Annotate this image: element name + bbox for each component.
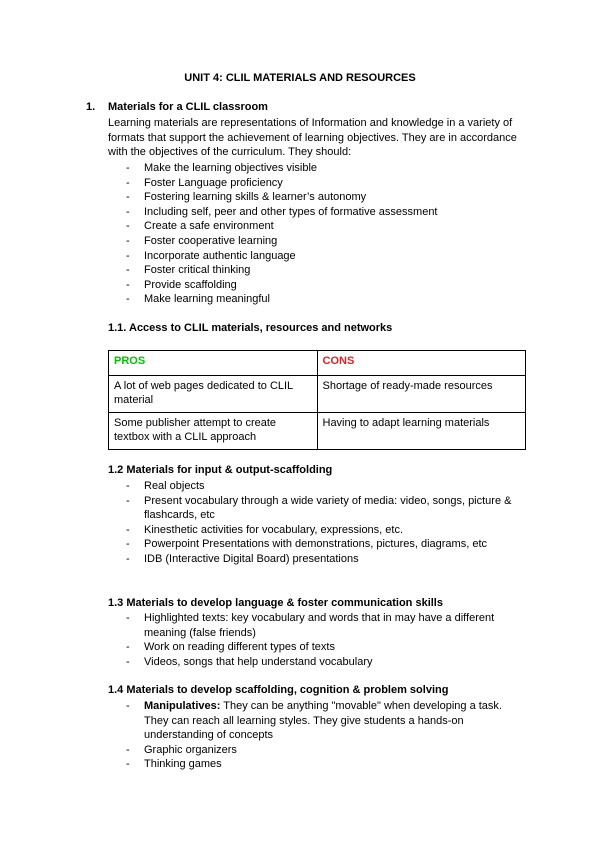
list-item: - Real objects	[126, 480, 205, 492]
table-row	[109, 376, 526, 413]
section-1-list	[108, 161, 528, 307]
list-item: - Powerpoint Presentations with demonstrations, pictures, diagrams, etc	[126, 538, 487, 551]
list-item: - Work on reading different types of texts	[126, 641, 335, 654]
list-item: - Make learning meaningful	[126, 293, 270, 306]
table-cell: Shortage of ready-made resources	[317, 376, 526, 413]
dash-bullet: -	[126, 480, 130, 492]
dash-bullet: -	[126, 205, 130, 218]
dash-bullet: -	[126, 162, 130, 174]
list-item: - Fostering learning skills & learner’s autonomy	[126, 191, 367, 204]
list-item: - Including self, peer and other types of formative assessment	[126, 205, 438, 218]
list-item: - Incorporate authentic language	[126, 249, 296, 262]
dash-bullet: -	[126, 758, 130, 771]
list-item: - Make the learning objectives visible	[126, 162, 318, 174]
list-item: - Foster Language proficiency	[126, 176, 283, 189]
table-row	[109, 413, 526, 450]
dash-bullet: -	[126, 523, 130, 536]
table-cell: A lot of web pages dedicated to CLIL material	[109, 376, 318, 413]
dash-bullet: -	[126, 293, 130, 306]
pros-cons-table	[108, 350, 526, 450]
list-item: - IDB (Interactive Digital Board) presentations	[126, 552, 359, 565]
dash-bullet: -	[126, 264, 130, 277]
dash-bullet: -	[126, 494, 130, 507]
list-item: - Manipulatives: They can be anything "movable" when developing a task. They can reach all learning styles. They give students a hands-on understanding of concepts	[126, 700, 502, 742]
section-1-3-heading: 1.3 Materials to develop language & foster communication skills	[108, 597, 443, 609]
section-1-2-list	[108, 479, 528, 567]
page-title: UNIT 4: CLIL MATERIALS AND RESOURCES	[184, 72, 416, 84]
section-1-number: 1.	[86, 101, 96, 113]
table-cell: Some publisher attempt to create textbox with a CLIL approach	[109, 413, 318, 450]
list-item: - Present vocabulary through a wide variety of media: video, songs, picture & flashcards, etc	[126, 494, 512, 522]
dash-bullet: -	[126, 249, 130, 262]
pros-header: PROS	[109, 351, 318, 376]
cons-header: CONS	[317, 351, 526, 376]
dash-bullet: -	[126, 612, 130, 624]
table-cell: Having to adapt learning materials	[317, 413, 526, 450]
section-1-4-list	[108, 699, 528, 772]
list-item: - Videos, songs that help understand vocabulary	[126, 655, 373, 668]
section-1-1-heading: 1.1. Access to CLIL materials, resources and networks	[108, 322, 393, 334]
dash-bullet: -	[126, 700, 130, 712]
manipulatives-label: Manipulatives:	[144, 700, 221, 712]
section-1-2-heading: 1.2 Materials for input & output-scaffolding	[108, 464, 333, 476]
section-1-4-heading: 1.4 Materials to develop scaffolding, cognition & problem solving	[108, 684, 449, 696]
section-1-3-list	[108, 611, 528, 669]
dash-bullet: -	[126, 220, 130, 233]
dash-bullet: -	[126, 552, 130, 565]
dash-bullet: -	[126, 538, 130, 551]
dash-bullet: -	[126, 641, 130, 654]
table-header-row	[109, 351, 526, 376]
dash-bullet: -	[126, 278, 130, 291]
list-item: - Create a safe environment	[126, 220, 274, 233]
section-1-heading	[86, 101, 268, 113]
dash-bullet: -	[126, 655, 130, 668]
list-item: - Graphic organizers	[126, 743, 237, 756]
list-item: - Foster critical thinking	[126, 264, 251, 277]
dash-bullet: -	[126, 176, 130, 189]
list-item: - Foster cooperative learning	[126, 234, 278, 247]
list-item: - Thinking games	[126, 758, 222, 771]
list-item: - Provide scaffolding	[126, 278, 237, 291]
list-item: - Kinesthetic activities for vocabulary, expressions, etc.	[126, 523, 404, 536]
dash-bullet: -	[126, 743, 130, 756]
section-1-title: Materials for a CLIL classroom	[108, 101, 268, 113]
section-1-paragraph: Learning materials are representations of Information and knowledge in a variety of formats that support the achievement of learning objectives. They are in accordance with the objectives of the curriculum. They should:	[108, 117, 517, 159]
dash-bullet: -	[126, 234, 130, 247]
list-item: - Highlighted texts: key vocabulary and words that in may have a different meaning (false friends)	[126, 612, 495, 639]
dash-bullet: -	[126, 191, 130, 204]
